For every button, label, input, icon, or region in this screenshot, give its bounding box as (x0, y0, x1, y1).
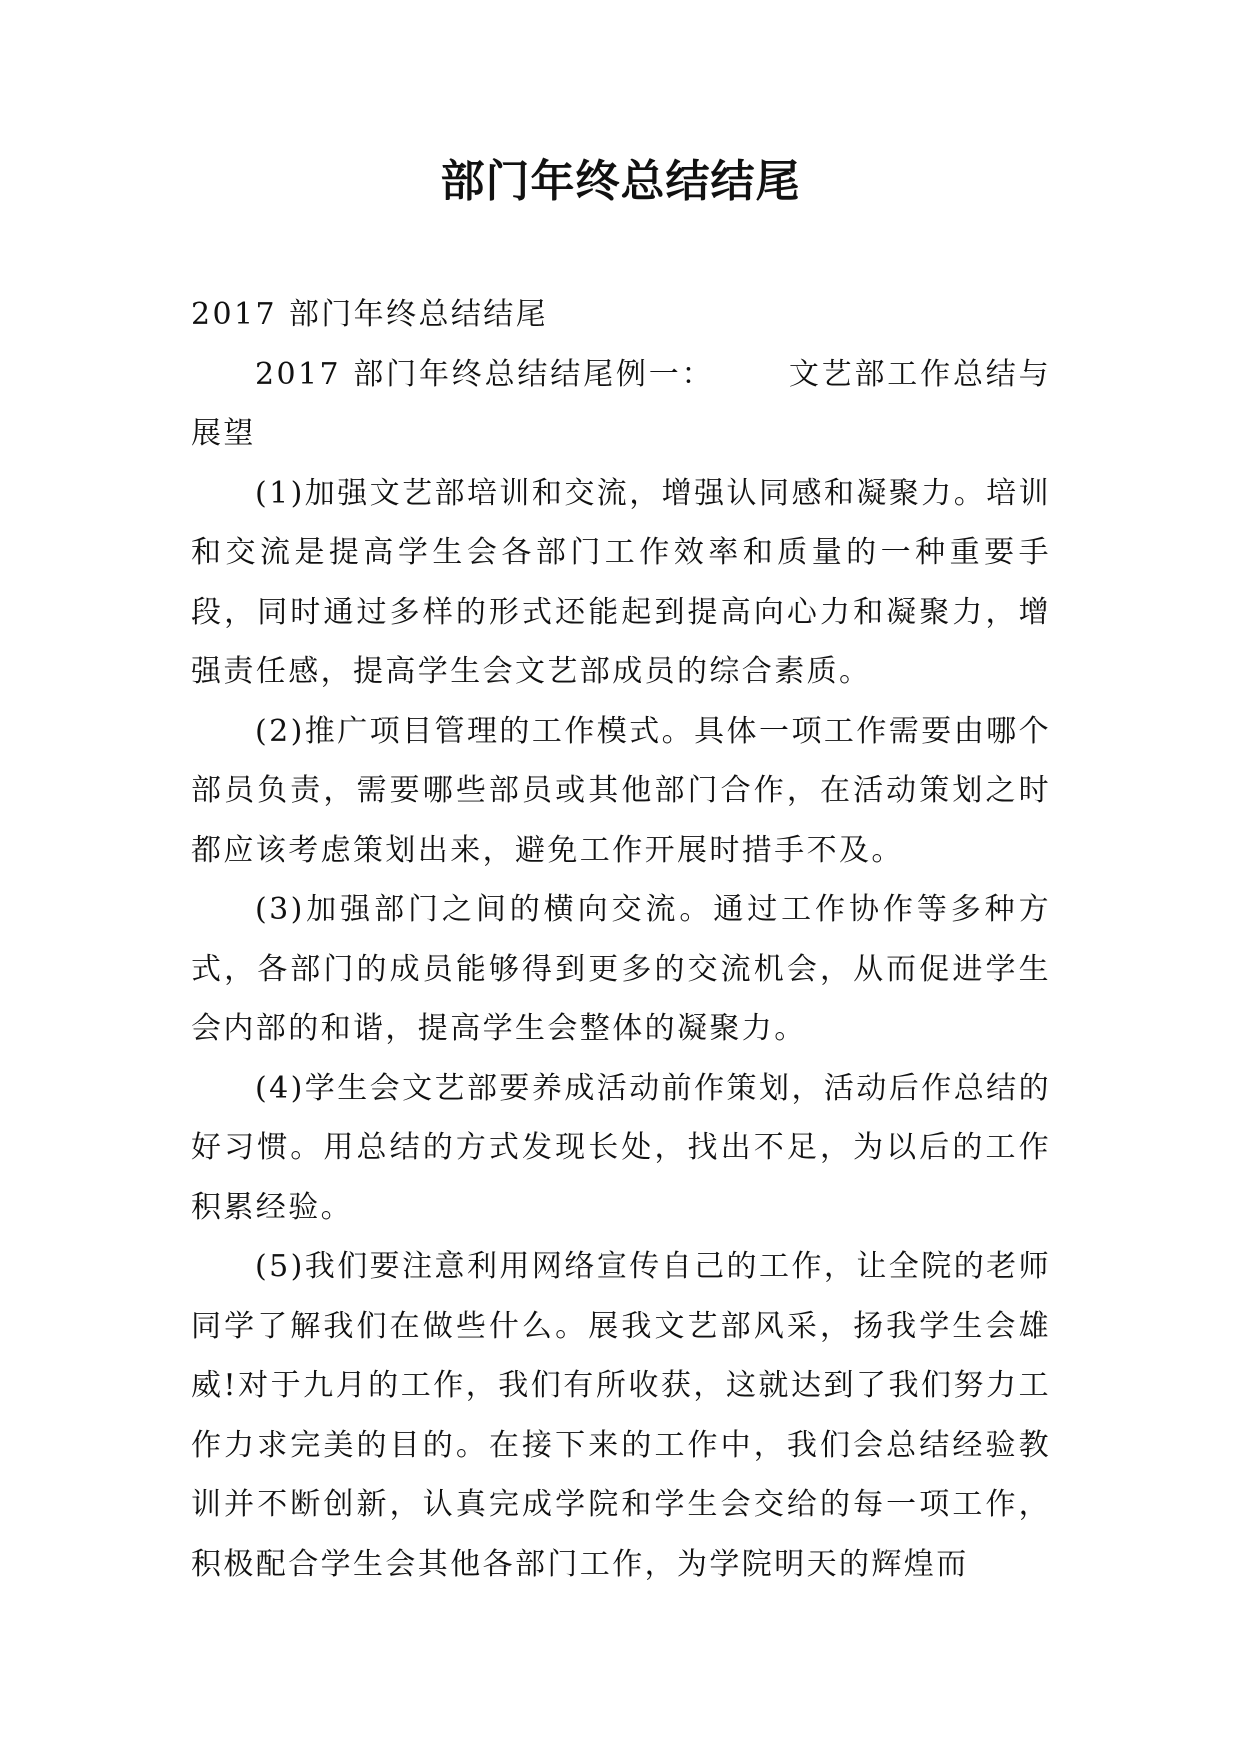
document-body (191, 285, 1051, 1594)
intro-paragraph (191, 345, 1051, 464)
document-subtitle: 2017 部门年终总结结尾 (191, 297, 549, 332)
paragraph-5: (5)我们要注意利用网络宣传自己的工作，让全院的老师同学了解我们在做些什么。展我文艺部风采，扬我学生会雄威!对于九月的工作，我们有所收获，这就达到了我们努力工作力求完美的目的。在接下来的工作中，我们会总结经验教训并不断创新，认真完成学院和学生会交给的每一项工作，积极配合学生会其他各部门工作，为学院明天的辉煌而 (191, 1249, 1051, 1582)
document-title: 部门年终总结结尾 (440, 156, 801, 207)
intro-lead: 2017 部门年终总结结尾例一： (255, 356, 715, 392)
intro-heading: 文艺部工作总结与展望 (191, 356, 1051, 451)
paragraph-3: (3)加强部门之间的横向交流。通过工作协作等多种方式，各部门的成员能够得到更多的交流机会，从而促进学生会内部的和谐，提高学生会整体的凝聚力。 (191, 892, 1051, 1046)
paragraph-1: (1)加强文艺部培训和交流，增强认同感和凝聚力。培训和交流是提高学生会各部门工作效率和质量的一种重要手段，同时通过多样的形式还能起到提高向心力和凝聚力，增强责任感，提高学生会文艺部成员的综合素质。 (191, 475, 1051, 689)
paragraph-2: (2)推广项目管理的工作模式。具体一项工作需要由哪个部员负责，需要哪些部员或其他部门合作，在活动策划之时都应该考虑策划出来，避免工作开展时措手不及。 (191, 713, 1051, 868)
paragraph-4: (4)学生会文艺部要养成活动前作策划，活动后作总结的好习惯。用总结的方式发现长处，找出不足，为以后的工作积累经验。 (191, 1070, 1051, 1225)
